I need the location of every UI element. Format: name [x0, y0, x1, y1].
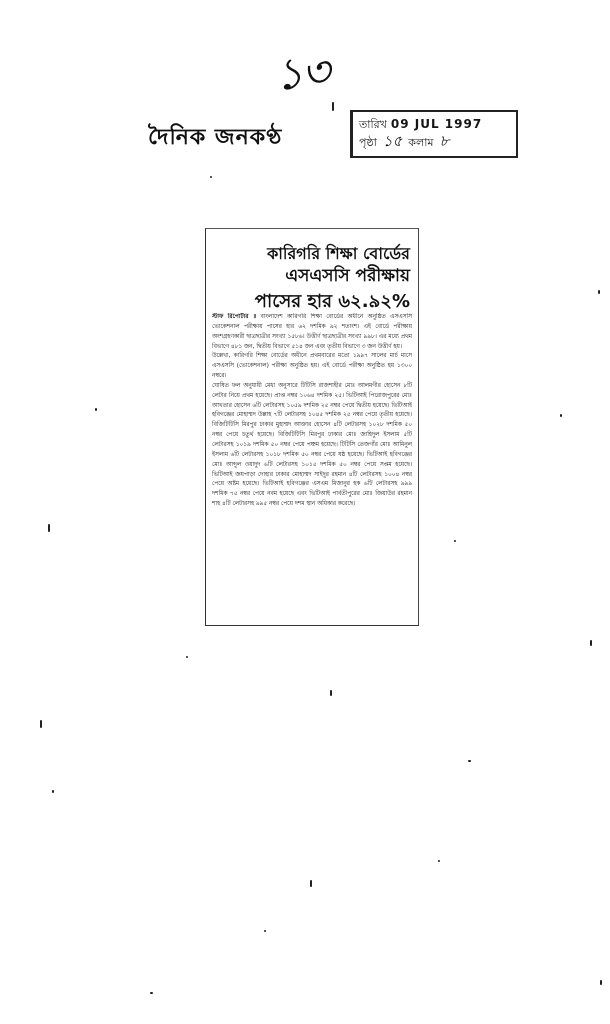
scan-speck [332, 102, 334, 111]
article-paragraph-2: উল্লেখ্য, কারিগরি শিক্ষা বোর্ডের অধীনে প্রথমবারের মতো ১৯৯৭ সালের মার্চ মাসে এসএসসি (ভোকেশনাল) পরীক্ষা অনুষ্ঠিত হয়। এই বোর্ডে পরীক্ষা অনুষ্ঠিত হয় ১৩০০ নম্বরে। [212, 353, 412, 380]
scan-speck [264, 930, 266, 932]
headline-line-2: এসএসসি পরীক্ষায় [285, 266, 410, 286]
scan-speck [438, 860, 440, 862]
article-paragraph-1 [212, 313, 412, 352]
newspaper-name: দৈনিক জনকণ্ঠ [148, 124, 283, 150]
article-paragraph-3: ঘোষিত ফল অনুযায়ী মেধা অনুসারে টিটিসি রাজশাহীর মোঃ আলমগীর হোসেন ৮টি লেটার নিয়ে প্রথম হয়েছে। প্রাপ্ত নম্বর ১০৬৪ দশমিক ২৫। ভিটিআই পিরোজপুরের মোঃ আখতার হোসেন ৬টি লেটারসহ ১০৫৯ দশমিক ২৫ নম্বর পেয়ে দ্বিতীয় হয়েছে। ভিটিআই হবিগঞ্জের মোহাম্মদ উল্লাহ ৭টি লেটারসহ ১০৪৫ দশমিক ২৫ নম্বর পেয়ে তৃতীয় হয়েছে। বিজিটিটিসি মিরপুর ঢাকার মুহাম্মদ আক্তার হোসেন ৪টি লেটারসহ ১০২৮ দশমিক ৫০ নম্বর পেয়ে চতুর্থ হয়েছে। বিজিটিটিসি মিরপুর ঢাকার মোঃ জাহিদুল ইসলাম ৫টি লেটারসহ ১০১৯ দশমিক ৫০ নম্বর পেয়ে পঞ্চম হয়েছে। টিটিসি তেজগাঁর মোঃ আমিনুল ইসলাম ৬টি লেটারসহ ১০১৮ দশমিক ৫০ নম্বর পেয়ে ষষ্ঠ হয়েছে। ভিটিআই হবিগঞ্জের মোঃ আব্দুল ওয়াদুদ ৬টি লেটারসহ ১০১৫ দশমিক ৫০ নম্বর পেয়ে সপ্তম হয়েছে। ভিটিআই জয়পাড়া দোহার ঢাকার মোহাম্মদ সাইদুর রহমান ৪টি লেটারসহ ১০০৪ নম্বর পেয়ে অষ্টম হয়েছে। ভিটিআই হবিগঞ্জের এসএম মিজানুর হক ৬টি লেটারসহ ৯৯৯ দশমিক ৭৫ নম্বর পেয়ে নবম হয়েছে এবং ভিটিআই পার্বতীপুরের মোঃ জিয়াউর রহমান শাহ ৪টি লেটারসহ ৯৯৫ নম্বর পেয়ে দশম স্থান অধিকার করেছে। [212, 382, 412, 508]
scan-speck [95, 408, 97, 411]
stamp-column-label: কলাম [408, 136, 434, 149]
byline: স্টাফ রিপোর্টার ॥ [212, 314, 257, 320]
stamp-date-value: 09 JUL 1997 [390, 117, 483, 131]
stamp-page-value: ১৫ [382, 132, 403, 150]
stamp-page-row [359, 133, 510, 151]
scan-speck [210, 176, 212, 178]
scan-speck [48, 524, 50, 532]
headline-line-1: কারিগরি শিক্ষা বোর্ডের [267, 244, 410, 263]
handwritten-file-number: ১৩ [273, 46, 330, 101]
scan-speck [40, 720, 42, 728]
scan-speck [310, 880, 312, 887]
article-body [212, 313, 412, 621]
scan-speck [590, 640, 592, 646]
scan-speck [454, 540, 456, 542]
scan-speck [150, 992, 153, 994]
paragraph-1-text: বাংলাদেশ কারিগরি শিক্ষা বোর্ডের অধীনে অনুষ্ঠিত এসএসসি ভোকেশনাল পরীক্ষায় পাসের হার ৬২ দশমিক ৯২ শতাংশ। এই বোর্ডে পরীক্ষায় অংশগ্রহণকারী ছাত্রছাত্রীর সংখ্যা ১৫৮৬। উত্তীর্ণ ছাত্রছাত্রীর সংখ্যা ৯৯৮। এর মধ্যে প্রথম বিভাগে ৪৮১ জন, দ্বিতীয় বিভাগে ৫১৪ জন এবং তৃতীয় বিভাগে ৩ জন উত্তীর্ণ হয়। [212, 314, 412, 350]
scan-speck [52, 790, 54, 793]
scan-speck [600, 980, 602, 985]
scan-speck [560, 414, 562, 417]
scan-speck [186, 656, 188, 658]
stamp-column-value: ৮ [439, 132, 450, 150]
headline-line-3: পাসের হার ৬২.৯২% [254, 291, 410, 312]
scan-speck [468, 760, 471, 762]
scan-speck [598, 290, 600, 294]
stamp-page-label: পৃষ্ঠা [359, 136, 377, 149]
date-stamp [350, 110, 518, 158]
scan-speck [330, 690, 332, 696]
stamp-date-label: তারিখ [359, 118, 387, 131]
stamp-date-row [359, 116, 510, 133]
newspaper-clipping [205, 228, 419, 626]
